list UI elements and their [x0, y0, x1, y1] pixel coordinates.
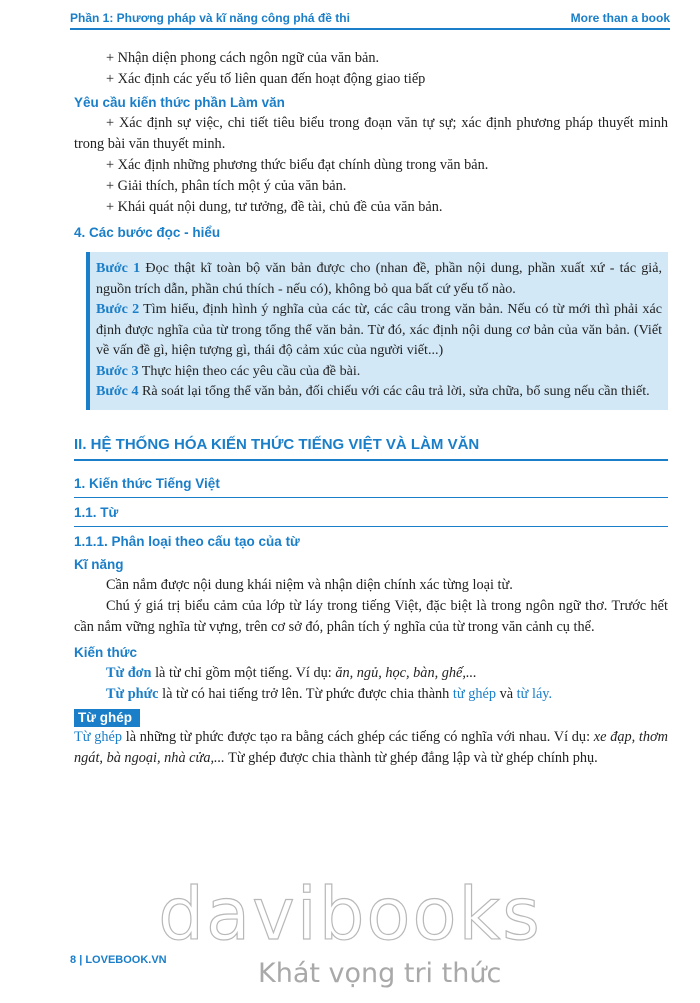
step-label: Bước 4: [96, 383, 139, 399]
term: Từ đơn: [106, 664, 152, 681]
page-header: [70, 10, 670, 30]
page-footer: 8 | LOVEBOOK.VN: [70, 954, 167, 966]
step-label: Bước 1: [96, 260, 141, 276]
page-content: [74, 48, 668, 769]
steps-box: [86, 252, 668, 410]
list-item: + Nhận diện phong cách ngôn ngữ của văn bản.: [106, 50, 380, 66]
subsection-heading: 1.1.1. Phân loại theo cấu tạo của từ: [74, 533, 300, 549]
lam-van-heading: Yêu cầu kiến thức phần Làm văn: [74, 95, 285, 110]
subsection-heading: 1.1. Từ: [74, 502, 668, 527]
kien-thuc-heading: Kiến thức: [74, 644, 138, 660]
list-item: + Xác định sự việc, chi tiết tiêu biểu trong đoạn văn tự sự; xác định phương pháp thuyết minh trong bài văn thuyết minh.: [74, 115, 668, 152]
steps-heading: 4. Các bước đọc - hiểu: [74, 225, 221, 240]
header-chapter-title: Phần 1: Phương pháp và kĩ năng công phá đề thi: [70, 11, 350, 25]
paragraph: Từ ghép là những từ phức được tạo ra bằng cách ghép các tiếng có nghĩa với nhau. Ví dụ: xe đạp, thơm ngát, bà ngoại, nhà cửa,... Từ ghép được chia thành từ ghép đẳng lập và từ ghép chính phụ.: [74, 728, 669, 766]
section-title: II. HỆ THỐNG HÓA KIẾN THỨC TIẾNG VIỆT VÀ LÀM VĂN: [74, 436, 668, 461]
header-slogan: More than a book: [570, 11, 670, 25]
step-item: Bước 4 Rà soát lại tổng thể văn bản, đối chiếu với các câu trả lời, sửa chữa, bổ sung nếu cần thiết.: [96, 383, 650, 399]
list-item: + Xác định những phương thức biểu đạt chính dùng trong văn bản.: [106, 157, 489, 173]
page-number: 8: [70, 954, 77, 966]
ki-nang-heading: Kĩ năng: [74, 556, 124, 572]
watermark-tagline: Khát vọng tri thức: [258, 958, 502, 989]
paragraph: Cần nắm được nội dung khái niệm và nhận diện chính xác từng loại từ.: [106, 576, 513, 593]
term-link: từ ghép: [452, 685, 497, 702]
list-item: + Xác định các yếu tố liên quan đến hoạt động giao tiếp: [106, 71, 426, 87]
step-item: Bước 2 Tìm hiểu, định hình ý nghĩa của các từ, các câu trong văn bản. Nếu có từ mới thì phải xác định được nghĩa của từ trong tổng thể văn bản. Từ đó, xác định nội dung cơ bản của văn bản. (Viết về vấn đề gì, hiện tượng gì, thái độ cảm xúc của người viết...): [96, 301, 662, 358]
step-label: Bước 2: [96, 301, 140, 317]
term-link: từ láy.: [516, 685, 553, 702]
step-item: Bước 3 Thực hiện theo các yêu cầu của đề bài.: [96, 362, 361, 379]
paragraph: Từ phức là từ có hai tiếng trở lên. Từ phức được chia thành từ ghép và từ láy.: [106, 685, 553, 702]
step-item: Bước 1 Đọc thật kĩ toàn bộ văn bản được cho (nhan đề, phần nội dung, phần xuất xứ - tác giả, nguồn trích dẫn, phần chú thích - nếu có), không bỏ qua bất cứ yếu tố nào.: [96, 260, 662, 297]
list-item: + Khái quát nội dung, tư tưởng, đề tài, chủ đề của văn bản.: [106, 199, 443, 215]
term: Từ phức: [106, 685, 159, 702]
list-item: + Giải thích, phân tích một ý của văn bản.: [106, 178, 347, 194]
paragraph: Từ đơn là từ chỉ gồm một tiếng. Ví dụ: ăn, ngủ, học, bàn, ghế,...: [106, 664, 477, 681]
step-label: Bước 3: [96, 362, 139, 379]
paragraph: Chú ý giá trị biểu cảm của lớp từ láy trong tiếng Việt, đặc biệt là trong ngôn ngữ thơ. Trước hết cần nắm vững nghĩa từ vựng, trên cơ sở đó, phân tích ý nghĩa của từ trong văn cảnh cụ thể.: [74, 597, 668, 635]
term: Từ ghép: [74, 728, 122, 745]
watermark-logo: davibooks: [158, 872, 542, 956]
subsection-heading: 1. Kiến thức Tiếng Việt: [74, 473, 668, 498]
tu-ghep-label: Từ ghép: [74, 709, 140, 727]
footer-site: LOVEBOOK.VN: [85, 954, 167, 966]
